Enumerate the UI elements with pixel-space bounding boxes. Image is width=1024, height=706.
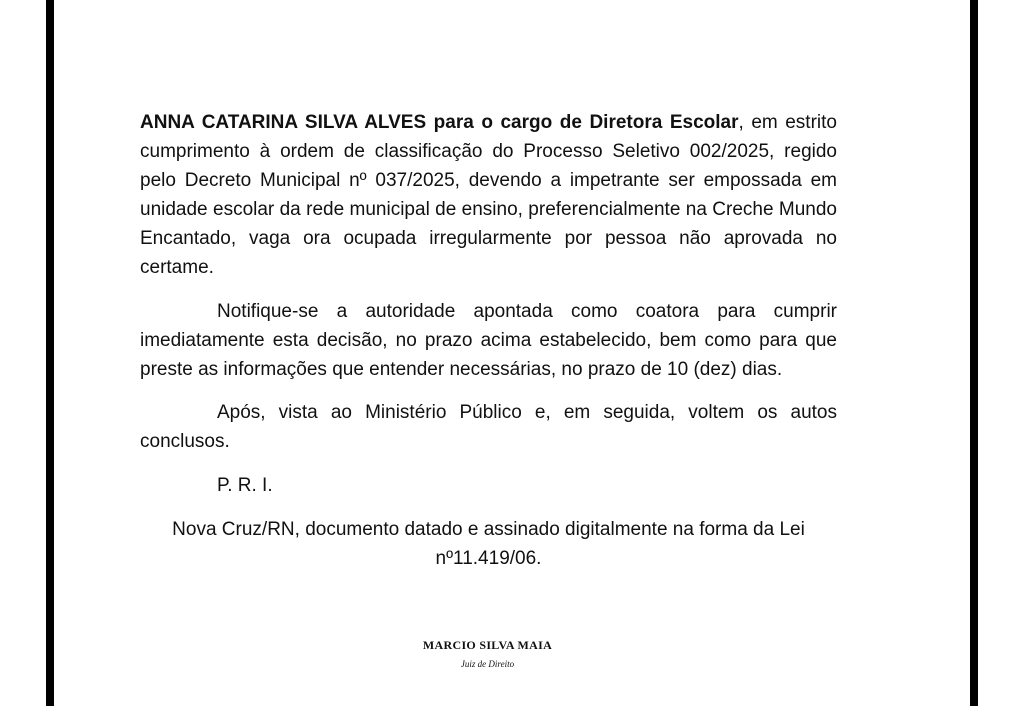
left-white-border (0, 0, 46, 706)
paragraph-ministry: Após, vista ao Ministério Público e, em seguida, voltem os autos conclusos. (140, 402, 837, 452)
document-page (54, 0, 970, 706)
signature-name: MARCIO SILVA MAIA (422, 638, 553, 652)
paragraph-decision (140, 108, 837, 282)
place-date-line-1: Nova Cruz/RN, documento datado e assinado digitalmente na forma da Lei (172, 519, 805, 540)
paragraph-decision-text: , em estrito cumprimento à ordem de classificação do Processo Seletivo 002/2025, regido pelo Decreto Municipal nº 037/2025, devendo a impetrante ser empossada em unidade escolar da rede municipal de ensino, preferencialmente na Creche Mundo Encantado, vaga ora ocupada irregularmente por pessoa não aprovada no certame. (140, 112, 837, 278)
nominee-bold-text: ANNA CATARINA SILVA ALVES para o cargo de Diretora Escolar (140, 112, 739, 133)
right-white-border (978, 0, 1024, 706)
place-date-line-2: nº11.419/06. (435, 548, 542, 569)
place-date-line (140, 515, 837, 573)
pri-line: P. R. I. (217, 475, 273, 496)
signature-title: Juiz de Direito (460, 659, 515, 669)
paragraph-notification: Notifique-se a autoridade apontada como coatora para cumprir imediatamente esta decisão, no prazo acima estabelecido, bem como para que preste as informações que entender necessárias, no prazo de 10 (dez) dias. (140, 301, 837, 380)
